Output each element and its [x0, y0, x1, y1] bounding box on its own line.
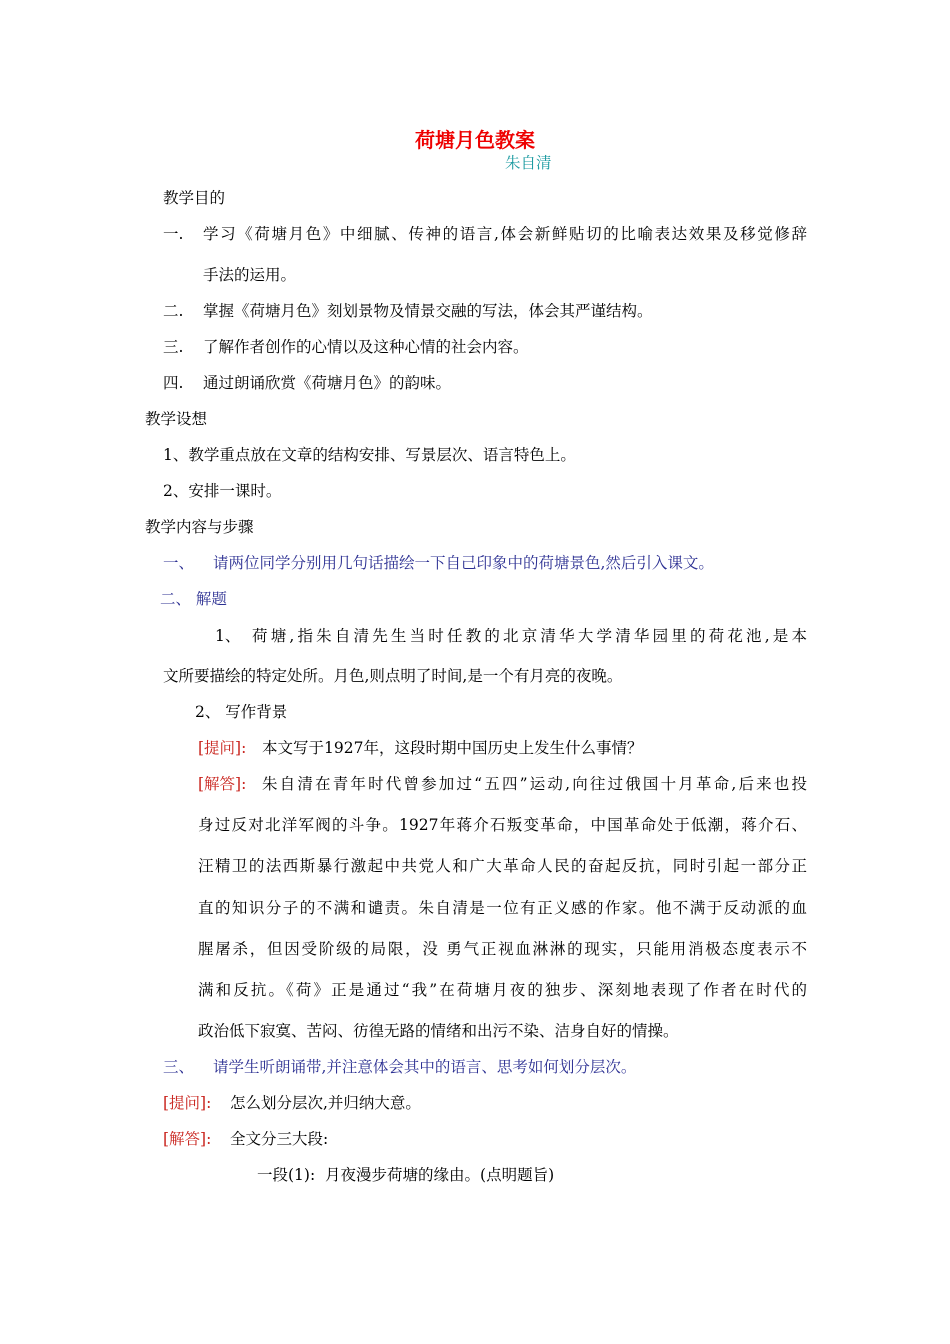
- answer-2-text: 全文分三大段:: [230, 1130, 329, 1148]
- step-1-num: 一、: [163, 554, 195, 572]
- answer-1-line7: 政治低下寂寞、苦闷、彷徨无路的情绪和出污不染、洁身自好的情操。: [198, 1022, 679, 1040]
- section-1-summary: 一段(1): 月夜漫步荷塘的缘由。(点明题旨): [257, 1166, 555, 1184]
- answer-1-line2: 身过反对北洋军阀的斗争。1927年蒋介石叛变革命，中国革命处于低潮，蒋介石、: [198, 816, 807, 834]
- design-item-1: 1、教学重点放在文章的结构安排、写景层次、语言特色上。: [163, 446, 576, 464]
- design-item-2: 2、安排一课时。: [163, 482, 282, 500]
- goal-1-line1: 学习《荷塘月色》中细腻、传神的语言,体会新鲜贴切的比喻表达效果及移觉修辞: [203, 225, 807, 243]
- author-name: 朱自清: [505, 154, 552, 172]
- answer-1-line6: 满和反抗。《荷》正是通过“我”在荷塘月夜的独步、深刻地表现了作者在时代的: [198, 981, 807, 999]
- step-1-text: 请两位同学分别用几句话描绘一下自己印象中的荷塘景色,然后引入课文。: [213, 554, 714, 572]
- content-heading: 教学内容与步骤: [145, 518, 254, 536]
- step-3-text: 请学生听朗诵带,并注意体会其中的语言、思考如何划分层次。: [213, 1058, 637, 1076]
- answer-1-line4: 直的知识分子的不满和谴责。朱自清是一位有正义感的作家。他不满于反动派的血: [198, 899, 807, 917]
- goal-4-text: 通过朗诵欣赏《荷塘月色》的韵味。: [203, 374, 452, 392]
- goal-2-num: 二.: [163, 302, 184, 320]
- answer-2-tag: [解答]:: [163, 1130, 212, 1148]
- document-title: 荷塘月色教案: [415, 128, 535, 152]
- goal-2-text: 掌握《荷塘月色》刻划景物及情景交融的写法，体会其严谨结构。: [203, 302, 653, 320]
- question-1-text: 本文写于1927年，这段时期中国历史上发生什么事情？: [262, 739, 643, 757]
- answer-1-line3: 汪精卫的法西斯暴行激起中共党人和广大革命人民的奋起反抗，同时引起一部分正: [198, 857, 807, 875]
- question-2-tag: [提问]:: [163, 1094, 212, 1112]
- goals-heading: 教学目的: [163, 189, 226, 207]
- goal-3-num: 三.: [163, 338, 184, 356]
- answer-1-line1: 朱自清在青年时代曾参加过“五四”运动,向往过俄国十月革命,后来也投: [262, 775, 807, 793]
- goal-4-num: 四.: [163, 374, 184, 392]
- point-1-line1: 荷塘,指朱自清先生当时任教的北京清华大学清华园里的荷花池,是本: [252, 627, 807, 645]
- answer-1-line5: 腥屠杀，但因受阶级的局限，没 勇气正视血淋淋的现实，只能用消极态度表示不: [198, 940, 807, 958]
- design-heading: 教学设想: [145, 410, 208, 428]
- step-3-num: 三、: [163, 1058, 195, 1076]
- goal-1-line2: 手法的运用。: [203, 266, 297, 284]
- goal-1-num: 一.: [163, 225, 184, 243]
- question-2-text: 怎么划分层次,并归纳大意。: [230, 1094, 421, 1112]
- goal-3-text: 了解作者创作的心情以及这种心情的社会内容。: [203, 338, 529, 356]
- step-2-label: 二、 解题: [160, 590, 227, 608]
- point-2-label: 2、 写作背景: [195, 703, 288, 721]
- point-1-line2: 文所要描绘的特定处所。月色,则点明了时间,是一个有月亮的夜晚。: [163, 667, 623, 685]
- answer-1-tag: [解答]:: [198, 775, 247, 793]
- point-1-num: 1、: [215, 627, 241, 645]
- question-1-tag: [提问]:: [198, 739, 247, 757]
